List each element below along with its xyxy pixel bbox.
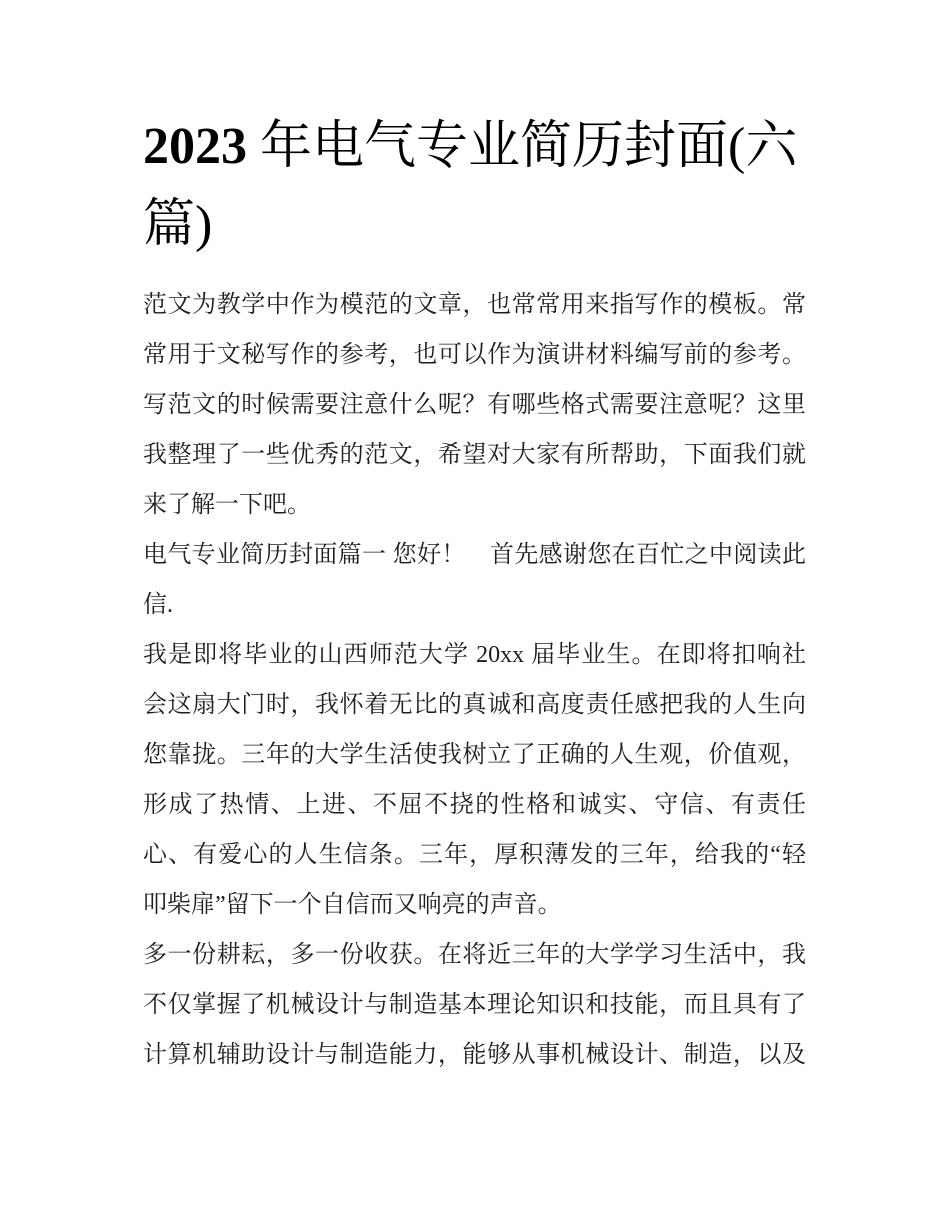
text-line: 叩柴扉”留下一个自信而又响亮的声音。 (143, 892, 562, 918)
text-line: 信. (143, 592, 173, 618)
title-line-2: 篇) (143, 196, 213, 253)
text-line: 不仅掌握了机械设计与制造基本理论知识和技能，而且具有了 (143, 992, 806, 1018)
text-line: 来了解一下吧。 (143, 492, 311, 518)
paragraph (143, 930, 806, 1080)
text-line: 范文为教学中作为模范的文章，也常常用来指写作的模板。常 (143, 292, 806, 318)
text-line: 写范文的时候需要注意什么呢？有哪些格式需要注意呢？这里 (143, 392, 806, 418)
text-line: 会这扇大门时，我怀着无比的真诚和高度责任感把我的人生向 (143, 692, 806, 718)
paragraph (143, 630, 806, 930)
title-line-1 (143, 108, 806, 186)
text-line: 我是即将毕业的山西师范大学 20xx 届毕业生。在即将扣响社 (143, 642, 806, 668)
page-title (143, 108, 806, 264)
paragraph (143, 280, 806, 530)
title-year: 2023 (143, 118, 247, 175)
text-line: 多一份耕耘，多一份收获。在将近三年的大学学习生活中，我 (143, 942, 806, 968)
text-line: 形成了热情、上进、不屈不挠的性格和诚实、守信、有责任 (143, 792, 806, 818)
paragraph (143, 530, 806, 630)
paragraphs (143, 280, 806, 1080)
text-line: 电气专业简历封面篇一 您好！ 首先感谢您在百忙之中阅读此 (143, 542, 806, 568)
text-line: 心、有爱心的人生信条。三年，厚积薄发的三年，给我的“轻 (143, 842, 806, 868)
text-line: 我整理了一些优秀的范文，希望对大家有所帮助，下面我们就 (143, 442, 806, 468)
text-line: 常用于文秘写作的参考，也可以作为演讲材料编写前的参考。 (143, 342, 806, 368)
text-line: 您靠拢。三年的大学生活使我树立了正确的人生观，价值观， (143, 742, 806, 768)
text-line: 计算机辅助设计与制造能力，能够从事机械设计、制造，以及 (143, 1042, 806, 1068)
title-line1-text: 年电气专业简历封面(六 (247, 118, 798, 175)
